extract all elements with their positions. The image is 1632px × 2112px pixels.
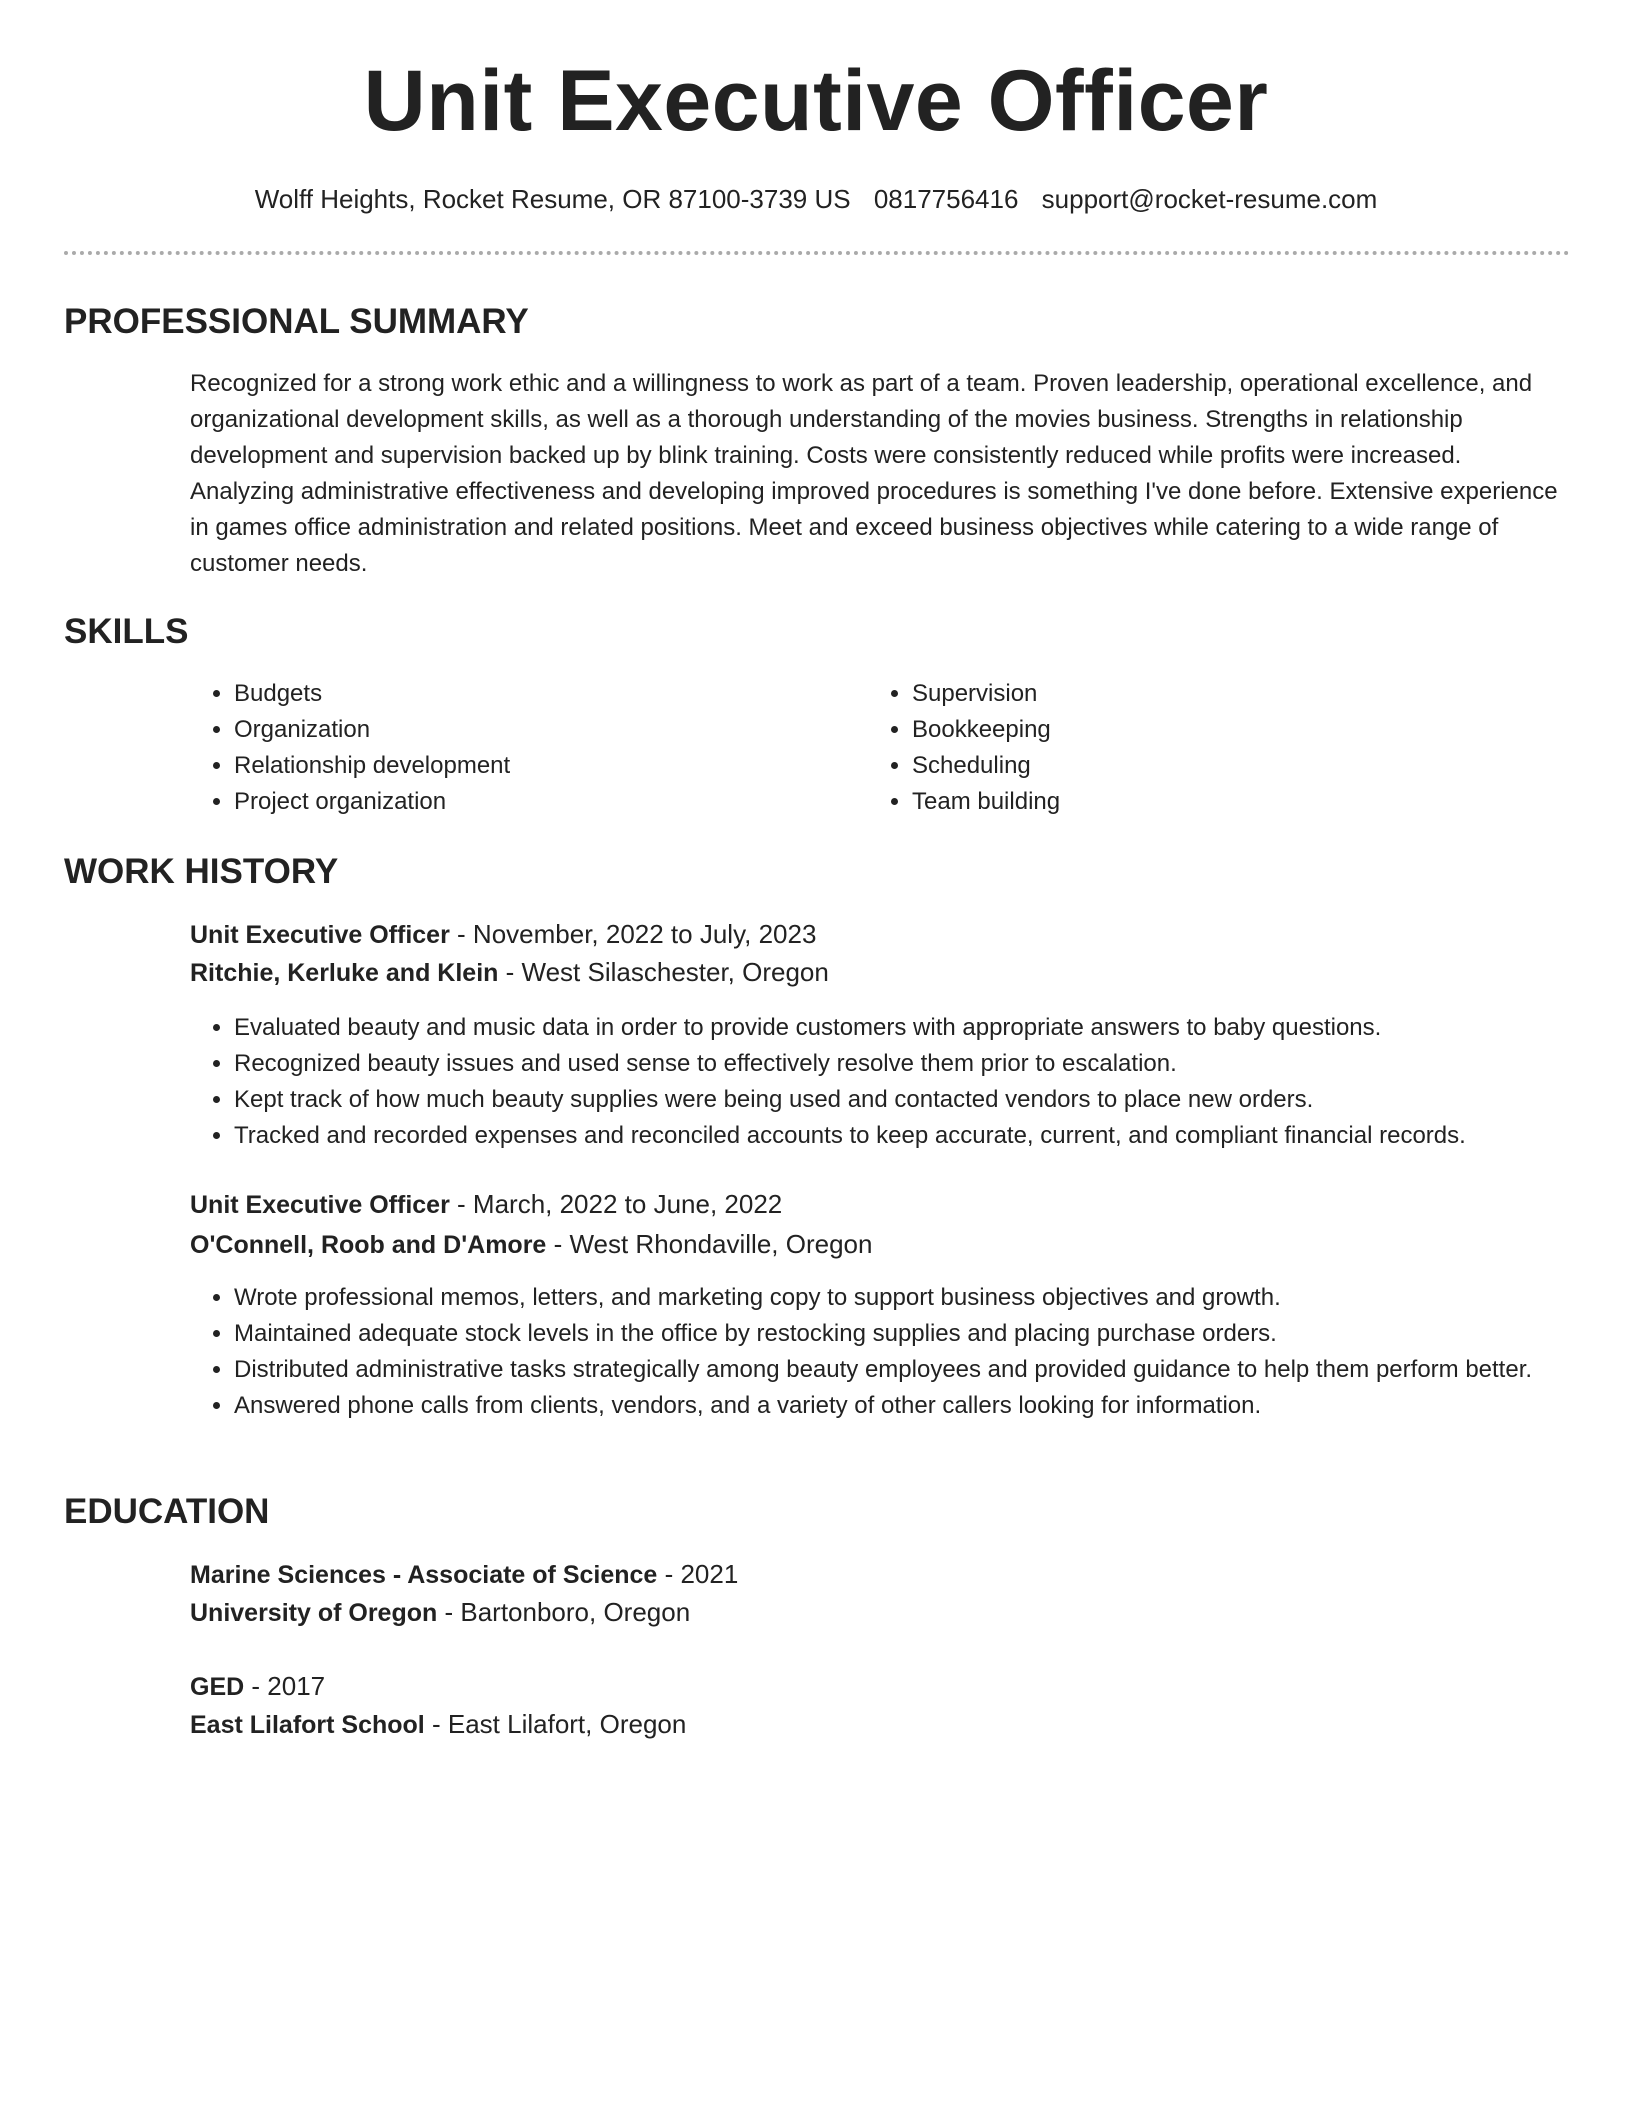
skill-item: • Scheduling [912, 748, 1512, 784]
job-dates: - March, 2022 to June, 2022 [449, 1189, 783, 1219]
skill-item: • Organization [234, 712, 834, 748]
job-bullet: • Maintained adequate stock levels in the office by restocking supplies and placing purchase orders. [234, 1316, 1614, 1352]
job-location: - West Silaschester, Oregon [498, 957, 829, 987]
job-dates: - November, 2022 to July, 2023 [449, 919, 817, 949]
header-divider [64, 251, 1570, 255]
job-bullet: • Wrote professional memos, letters, and marketing copy to support business objectives and growth. [234, 1280, 1614, 1316]
education-school-line [190, 1596, 690, 1629]
education-year: - 2017 [244, 1671, 326, 1701]
job-company: Ritchie, Kerluke and Klein [190, 959, 499, 987]
contact-email: support@rocket-resume.com [1041, 184, 1378, 214]
job-bullet: • Distributed administrative tasks strategically among beauty employees and provided guidance to help them perform better. [234, 1352, 1614, 1388]
skills-list-left [190, 676, 834, 820]
job-bullets [190, 1010, 1614, 1154]
education-degree: Marine Sciences - Associate of Science [190, 1561, 658, 1589]
education-school: University of Oregon [190, 1599, 438, 1627]
skills-list-right [868, 676, 1512, 820]
job-company: O'Connell, Roob and D'Amore [190, 1231, 547, 1259]
education-location: - Bartonboro, Oregon [437, 1597, 691, 1627]
summary-text: Recognized for a strong work ethic and a willingness to work as part of a team. Proven leadership, operational excellence, and organizational development skills, as well as a thorough understanding of the movies business. Strengths in relationship development and supervision backed up by blink training. Costs were consistently reduced while profits were increased. Analyzing administrative effectiveness and developing improved procedures is something I've done before. Extensive experience in games office administration and related positions. Meet and exceed business objectives while catering to a wide range of customer needs. [190, 370, 1558, 577]
skill-item: • Bookkeeping [912, 712, 1512, 748]
skill-item: • Project organization [234, 784, 834, 820]
job-bullet: • Evaluated beauty and music data in order to provide customers with appropriate answers to baby questions. [234, 1010, 1614, 1046]
work-heading: WORK HISTORY [64, 852, 339, 891]
skill-item: • Budgets [234, 676, 834, 712]
job-bullets [190, 1280, 1614, 1424]
education-degree-line [190, 1670, 325, 1703]
education-location: - East Lilafort, Oregon [424, 1709, 687, 1739]
education-heading: EDUCATION [64, 1492, 270, 1531]
education-school: East Lilafort School [190, 1711, 425, 1739]
skills-heading: SKILLS [64, 612, 189, 651]
job-role: Unit Executive Officer [190, 1191, 450, 1219]
contact-line [0, 183, 1632, 215]
job-title-line [190, 918, 816, 951]
job-bullet: • Recognized beauty issues and used sense to effectively resolve them prior to escalation. [234, 1046, 1614, 1082]
job-title-line [190, 1188, 782, 1221]
education-year: - 2021 [657, 1559, 739, 1589]
education-school-line [190, 1708, 686, 1741]
candidate-name: Unit Executive Officer [363, 53, 1269, 149]
job-location: - West Rhondaville, Oregon [546, 1229, 873, 1259]
summary-heading: PROFESSIONAL SUMMARY [64, 302, 529, 341]
skill-item: • Supervision [912, 676, 1512, 712]
job-bullet: • Answered phone calls from clients, vendors, and a variety of other callers looking for information. [234, 1388, 1614, 1424]
job-role: Unit Executive Officer [190, 921, 450, 949]
skill-item: • Relationship development [234, 748, 834, 784]
education-degree-line [190, 1558, 738, 1591]
contact-phone: 0817756416 [873, 184, 1019, 214]
education-degree: GED [190, 1673, 245, 1701]
job-bullet: • Kept track of how much beauty supplies were being used and contacted vendors to place new orders. [234, 1082, 1614, 1118]
job-company-line [190, 956, 829, 989]
job-company-line [190, 1228, 872, 1261]
skill-item: • Team building [912, 784, 1512, 820]
job-bullet: • Tracked and recorded expenses and reconciled accounts to keep accurate, current, and compliant financial records. [234, 1118, 1614, 1154]
contact-address: Wolff Heights, Rocket Resume, OR 87100-3739 US [254, 184, 851, 214]
